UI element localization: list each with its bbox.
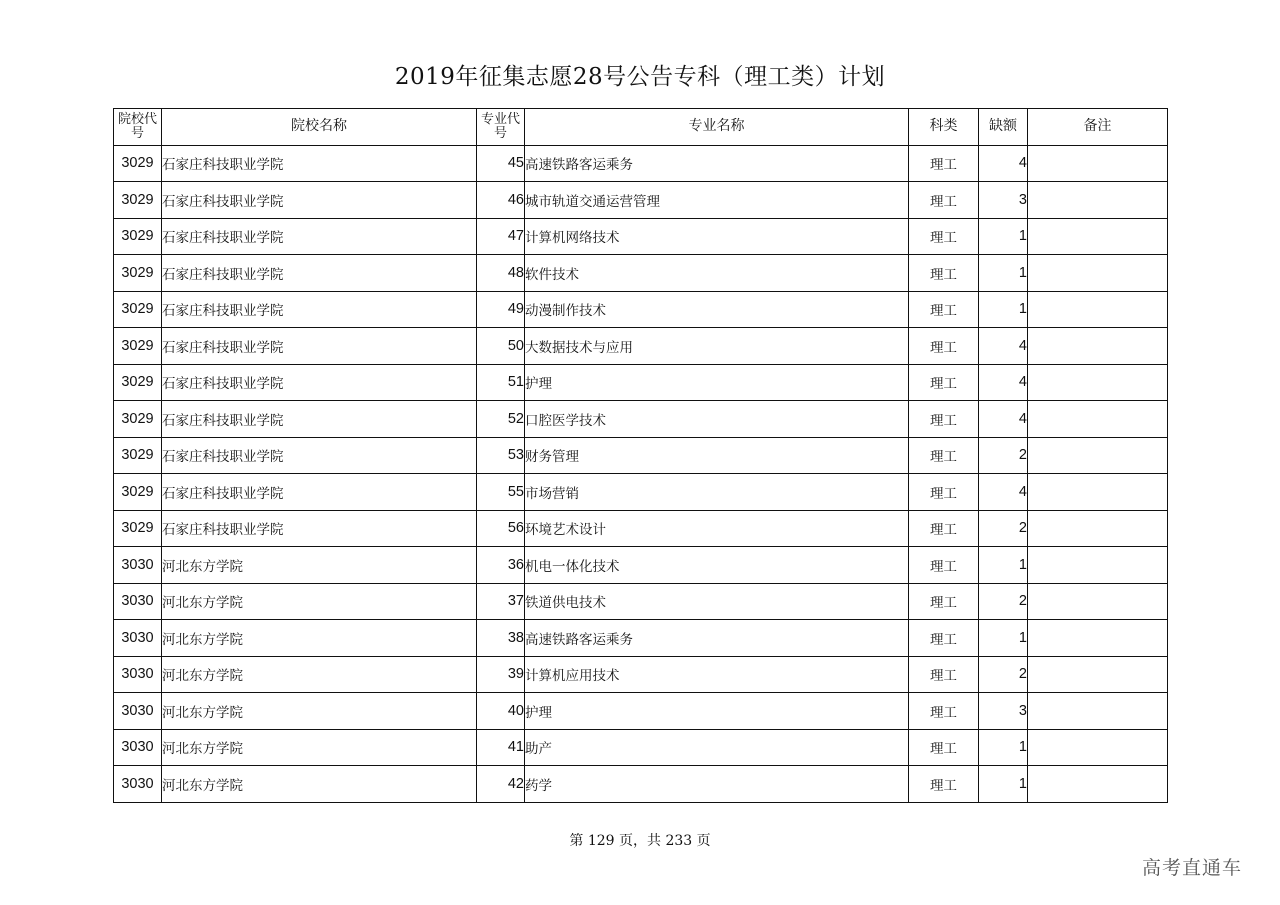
cell-major-code: 41 — [477, 729, 525, 766]
cell-major-code: 52 — [477, 401, 525, 438]
table-row — [114, 145, 1168, 182]
cell-major-code: 38 — [477, 620, 525, 657]
cell-school-name: 石家庄科技职业学院 — [162, 145, 477, 182]
cell-major-name: 护理 — [525, 693, 909, 730]
cell-category: 理工 — [909, 328, 979, 365]
table-row — [114, 729, 1168, 766]
cell-major-code: 53 — [477, 437, 525, 474]
cell-major-name: 计算机网络技术 — [525, 218, 909, 255]
cell-remarks — [1028, 656, 1168, 693]
cell-category: 理工 — [909, 145, 979, 182]
table-row — [114, 328, 1168, 365]
cell-major-name: 动漫制作技术 — [525, 291, 909, 328]
cell-school-code: 3030 — [114, 583, 162, 620]
cell-vacancy: 4 — [979, 474, 1028, 511]
cell-school-code: 3029 — [114, 145, 162, 182]
cell-major-code: 50 — [477, 328, 525, 365]
cell-remarks — [1028, 437, 1168, 474]
cell-school-name: 河北东方学院 — [162, 729, 477, 766]
cell-major-name: 口腔医学技术 — [525, 401, 909, 438]
cell-major-code: 56 — [477, 510, 525, 547]
cell-school-code: 3029 — [114, 364, 162, 401]
cell-remarks — [1028, 620, 1168, 657]
table-row — [114, 510, 1168, 547]
cell-major-code: 51 — [477, 364, 525, 401]
cell-vacancy: 4 — [979, 364, 1028, 401]
cell-category: 理工 — [909, 583, 979, 620]
cell-remarks — [1028, 693, 1168, 730]
cell-school-name: 石家庄科技职业学院 — [162, 218, 477, 255]
header-school-code: 院校代号 — [114, 109, 162, 146]
cell-vacancy: 3 — [979, 693, 1028, 730]
header-major-name: 专业名称 — [525, 109, 909, 146]
table-row — [114, 620, 1168, 657]
header-major-code: 专业代号 — [477, 109, 525, 146]
table-row — [114, 547, 1168, 584]
cell-school-name: 石家庄科技职业学院 — [162, 255, 477, 292]
table-row — [114, 693, 1168, 730]
cell-vacancy: 2 — [979, 437, 1028, 474]
cell-remarks — [1028, 328, 1168, 365]
cell-major-code: 55 — [477, 474, 525, 511]
cell-major-code: 36 — [477, 547, 525, 584]
cell-remarks — [1028, 291, 1168, 328]
cell-category: 理工 — [909, 729, 979, 766]
cell-school-name: 河北东方学院 — [162, 693, 477, 730]
cell-major-name: 高速铁路客运乘务 — [525, 145, 909, 182]
cell-remarks — [1028, 218, 1168, 255]
cell-major-code: 45 — [477, 145, 525, 182]
cell-school-code: 3029 — [114, 510, 162, 547]
cell-category: 理工 — [909, 766, 979, 803]
cell-school-name: 河北东方学院 — [162, 656, 477, 693]
cell-school-code: 3030 — [114, 547, 162, 584]
cell-school-code: 3029 — [114, 291, 162, 328]
header-school-name: 院校名称 — [162, 109, 477, 146]
table-row — [114, 182, 1168, 219]
cell-vacancy: 1 — [979, 547, 1028, 584]
cell-category: 理工 — [909, 182, 979, 219]
cell-major-code: 37 — [477, 583, 525, 620]
cell-category: 理工 — [909, 401, 979, 438]
cell-major-code: 48 — [477, 255, 525, 292]
document-title: 2019年征集志愿28号公告专科（理工类）计划 — [394, 64, 886, 90]
cell-major-name: 财务管理 — [525, 437, 909, 474]
cell-category: 理工 — [909, 291, 979, 328]
cell-category: 理工 — [909, 547, 979, 584]
cell-remarks — [1028, 255, 1168, 292]
cell-school-code: 3030 — [114, 620, 162, 657]
cell-major-name: 机电一体化技术 — [525, 547, 909, 584]
cell-school-code: 3030 — [114, 766, 162, 803]
table-row — [114, 437, 1168, 474]
cell-school-code: 3029 — [114, 474, 162, 511]
cell-major-name: 高速铁路客运乘务 — [525, 620, 909, 657]
table-row — [114, 364, 1168, 401]
cell-major-name: 护理 — [525, 364, 909, 401]
cell-category: 理工 — [909, 218, 979, 255]
cell-category: 理工 — [909, 364, 979, 401]
cell-major-code: 49 — [477, 291, 525, 328]
table-row — [114, 766, 1168, 803]
cell-major-name: 铁道供电技术 — [525, 583, 909, 620]
table-header-row — [114, 109, 1168, 146]
page-footer: 第 129 页，共 233 页 — [569, 833, 711, 849]
cell-vacancy: 4 — [979, 401, 1028, 438]
cell-remarks — [1028, 729, 1168, 766]
table-row — [114, 291, 1168, 328]
cell-school-name: 河北东方学院 — [162, 620, 477, 657]
cell-major-name: 药学 — [525, 766, 909, 803]
table-row — [114, 218, 1168, 255]
cell-major-name: 大数据技术与应用 — [525, 328, 909, 365]
cell-major-code: 40 — [477, 693, 525, 730]
cell-remarks — [1028, 364, 1168, 401]
cell-vacancy: 1 — [979, 291, 1028, 328]
cell-vacancy: 2 — [979, 583, 1028, 620]
cell-remarks — [1028, 182, 1168, 219]
cell-school-code: 3029 — [114, 182, 162, 219]
cell-major-name: 市场营销 — [525, 474, 909, 511]
cell-remarks — [1028, 510, 1168, 547]
cell-remarks — [1028, 583, 1168, 620]
cell-vacancy: 1 — [979, 218, 1028, 255]
cell-category: 理工 — [909, 693, 979, 730]
cell-vacancy: 1 — [979, 729, 1028, 766]
header-category: 科类 — [909, 109, 979, 146]
cell-remarks — [1028, 474, 1168, 511]
cell-major-name: 助产 — [525, 729, 909, 766]
header-remarks: 备注 — [1028, 109, 1168, 146]
cell-major-name: 环境艺术设计 — [525, 510, 909, 547]
cell-school-code: 3029 — [114, 218, 162, 255]
cell-major-code: 42 — [477, 766, 525, 803]
header-vacancy: 缺额 — [979, 109, 1028, 146]
cell-school-name: 石家庄科技职业学院 — [162, 364, 477, 401]
cell-school-name: 石家庄科技职业学院 — [162, 474, 477, 511]
cell-school-code: 3029 — [114, 437, 162, 474]
table-row — [114, 656, 1168, 693]
cell-school-name: 河北东方学院 — [162, 766, 477, 803]
cell-remarks — [1028, 145, 1168, 182]
cell-category: 理工 — [909, 510, 979, 547]
cell-school-name: 河北东方学院 — [162, 583, 477, 620]
cell-major-name: 城市轨道交通运营管理 — [525, 182, 909, 219]
cell-school-code: 3029 — [114, 401, 162, 438]
cell-major-name: 计算机应用技术 — [525, 656, 909, 693]
cell-category: 理工 — [909, 255, 979, 292]
cell-remarks — [1028, 401, 1168, 438]
cell-vacancy: 4 — [979, 145, 1028, 182]
table-row — [114, 401, 1168, 438]
cell-school-name: 石家庄科技职业学院 — [162, 437, 477, 474]
cell-vacancy: 2 — [979, 656, 1028, 693]
cell-category: 理工 — [909, 656, 979, 693]
cell-vacancy: 4 — [979, 328, 1028, 365]
cell-school-code: 3029 — [114, 255, 162, 292]
cell-category: 理工 — [909, 474, 979, 511]
cell-major-code: 39 — [477, 656, 525, 693]
cell-school-name: 石家庄科技职业学院 — [162, 291, 477, 328]
cell-major-name: 软件技术 — [525, 255, 909, 292]
plan-table — [113, 108, 1168, 803]
cell-school-name: 石家庄科技职业学院 — [162, 328, 477, 365]
watermark: 高考直通车 — [1142, 857, 1243, 879]
cell-vacancy: 2 — [979, 510, 1028, 547]
cell-major-code: 47 — [477, 218, 525, 255]
cell-school-code: 3030 — [114, 693, 162, 730]
table-row — [114, 474, 1168, 511]
cell-vacancy: 3 — [979, 182, 1028, 219]
cell-vacancy: 1 — [979, 766, 1028, 803]
cell-school-name: 石家庄科技职业学院 — [162, 510, 477, 547]
cell-vacancy: 1 — [979, 255, 1028, 292]
table-body — [114, 145, 1168, 802]
cell-school-code: 3030 — [114, 656, 162, 693]
cell-school-code: 3030 — [114, 729, 162, 766]
cell-remarks — [1028, 766, 1168, 803]
cell-school-name: 河北东方学院 — [162, 547, 477, 584]
cell-school-code: 3029 — [114, 328, 162, 365]
table-row — [114, 583, 1168, 620]
cell-vacancy: 1 — [979, 620, 1028, 657]
cell-school-name: 石家庄科技职业学院 — [162, 401, 477, 438]
cell-remarks — [1028, 547, 1168, 584]
table-row — [114, 255, 1168, 292]
cell-category: 理工 — [909, 437, 979, 474]
cell-major-code: 46 — [477, 182, 525, 219]
cell-school-name: 石家庄科技职业学院 — [162, 182, 477, 219]
cell-category: 理工 — [909, 620, 979, 657]
